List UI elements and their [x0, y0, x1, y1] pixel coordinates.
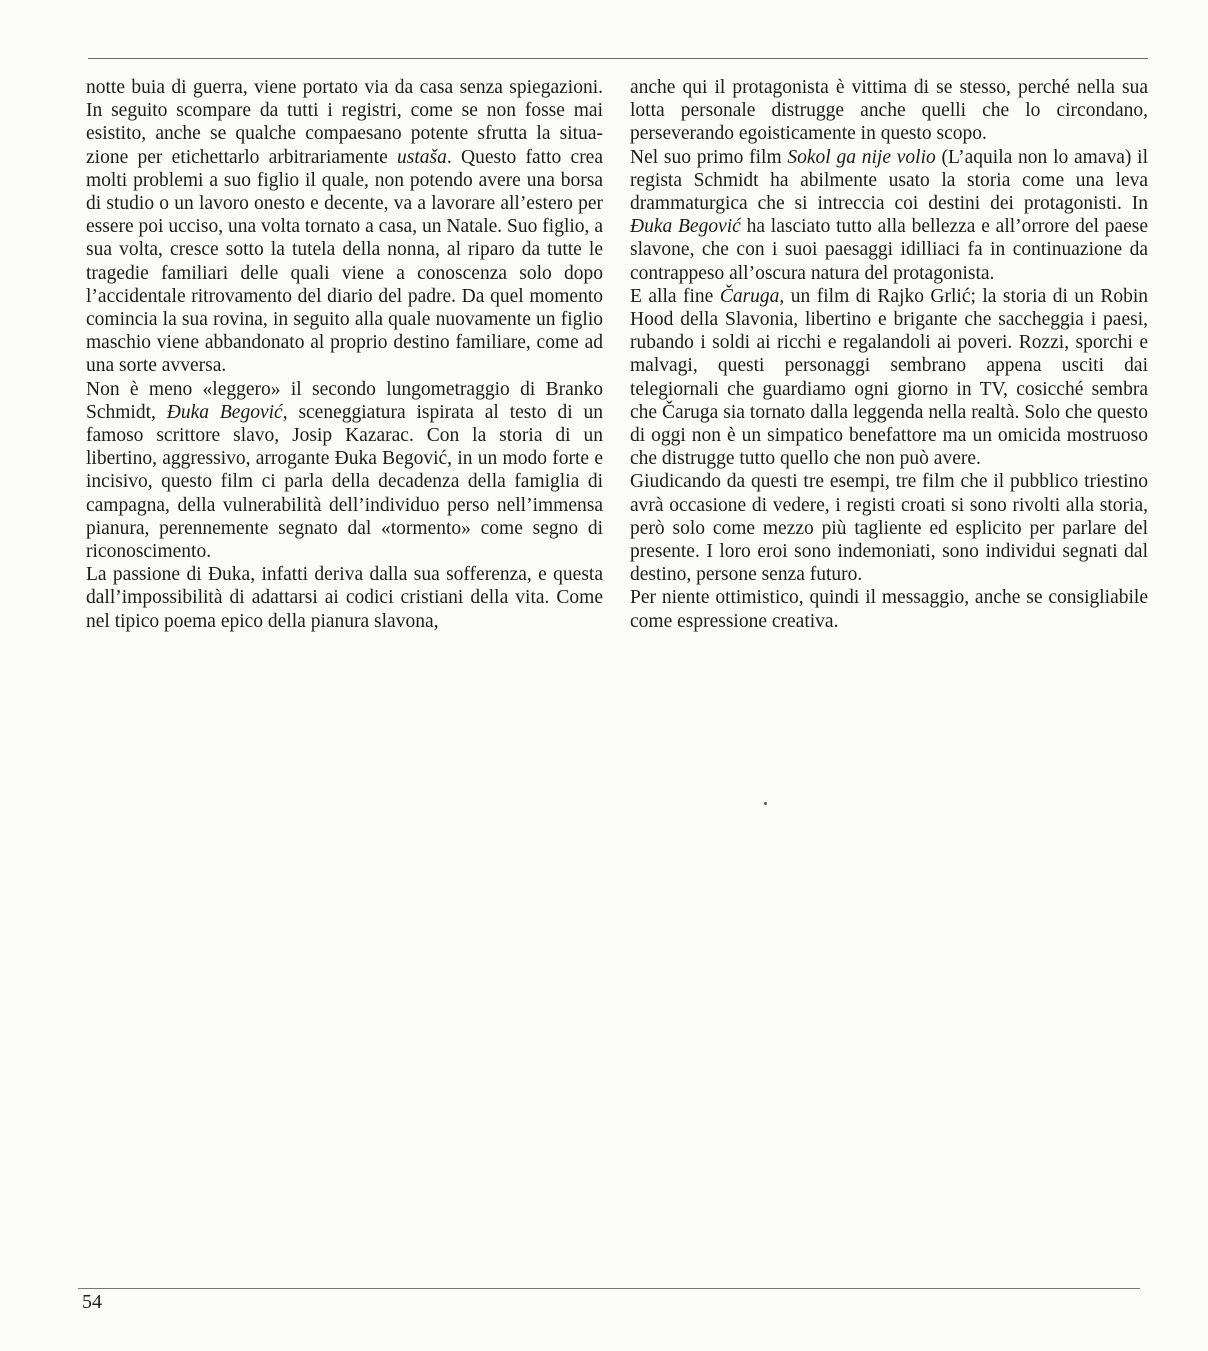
- page-number: 54: [82, 1291, 102, 1313]
- paragraph: E alla fine Čaruga, un film di Rajko Grlić; la storia di un Robin Hood della Slavonia, libertino e brigante che saccheggia i paesi, rubando i soldi ai ricchi e regalandoli ai poveri. Rozzi, sporchi e malvagi, questi personaggi sembrano appena usciti dai telegiornali che guardiamo ogni giorno in TV, cosicché sembra che Čaruga sia tornato dalla leggenda nella realtà. Solo che questo di oggi non è un simpatico benefattore ma un omicida mostruoso che distrugge tutto quello che non può avere.: [630, 285, 1149, 470]
- footer-rule: [78, 1288, 1140, 1289]
- film-title: Đuka Begović: [630, 216, 741, 238]
- paragraph: Nel suo primo film Sokol ga nije volio (L’aquila non lo amava) il regista Schmidt ha abilmente usato la storia come una leva drammaturgica che si intreccia coi destini dei protagonisti. In Đuka Begović ha lasciato tutto alla bellezza e all’orrore del paese slavone, che con i suoi paesaggi idilliaci fa in continuazione da contrappeso all’oscura natura del protagonista.: [630, 146, 1148, 284]
- paragraph: La passione di Đuka, infatti deriva dalla sua sofferenza, e questa dall’impossibilità di adattarsi ai codici cristiani della vita. Come nel tipico poema epico della pianura slavona,: [86, 564, 603, 632]
- paragraph: Non è meno «leggero» il secondo lungometraggio di Branko Schmidt, Đuka Begović, sceneggiatura ispirata al testo di un famoso scrittore slavo, Josip Kazarac. Con la storia di un libertino, aggressivo, arrogante Đuka Begović, in un modo forte e incisivo, questo film ci parla della decadenza della famiglia di campagna, della vulnerabilità dell’individuo perso nell’immensa pianura, perennemente segnato dal «tormento» come segno di riconoscimento.: [86, 378, 603, 563]
- header-rule: [88, 58, 1148, 59]
- film-title: Sokol ga nije volio: [787, 146, 936, 168]
- paragraph: Per niente ottimistico, quindi il messaggio, anche se consigliabile come espressione creativa.: [630, 587, 1148, 632]
- scan-speck: [764, 802, 767, 805]
- left-text-column: [86, 76, 603, 633]
- paragraph: Giudicando da questi tre esempi, tre film che il pubblico triestino avrà occasione di vedere, i registi croati si sono rivolti alla storia, però solo come mezzo più tagliente ed esplicito per parlare del presente. I loro eroi sono indemoniati, sono individui segnati dal destino, persone senza futuro.: [630, 471, 1148, 586]
- film-title: Čaruga: [719, 285, 780, 307]
- right-text-column: [630, 76, 1148, 633]
- italic-term: ustaša: [397, 146, 447, 168]
- paragraph: notte buia di guerra, viene portato via da casa senza spiegazioni. In seguito scompare da tutti i registri, come se non fosse mai esistito, anche se qualche compaesano potente sfrutta la situazione per etichettarlo arbitrariamente ustaša. Questo fatto crea molti problemi a suo figlio il quale, non potendo avere una borsa di studio o un lavoro onesto e decente, va a lavorare all’estero per essere poi ucciso, una volta tornato a casa, un Natale. Suo figlio, a sua volta, cresce sotto la tutela della nonna, al riparo da tutte le tragedie familiari delle quali viene a conoscenza solo dopo l’accidentale ritrovamento del diario del padre. Da quel momento comincia la sua rovina, in seguito alla quale nuovamente un figlio maschio viene abbandonato al proprio destino familiare, come ad una sorte avversa.: [86, 77, 603, 377]
- paragraph: anche qui il protagonista è vittima di se stesso, perché nella sua lotta personale distrugge anche quelli che lo circondano, perseverando egoisticamente in questo scopo.: [630, 77, 1148, 145]
- film-title: Đuka Begović: [166, 401, 283, 423]
